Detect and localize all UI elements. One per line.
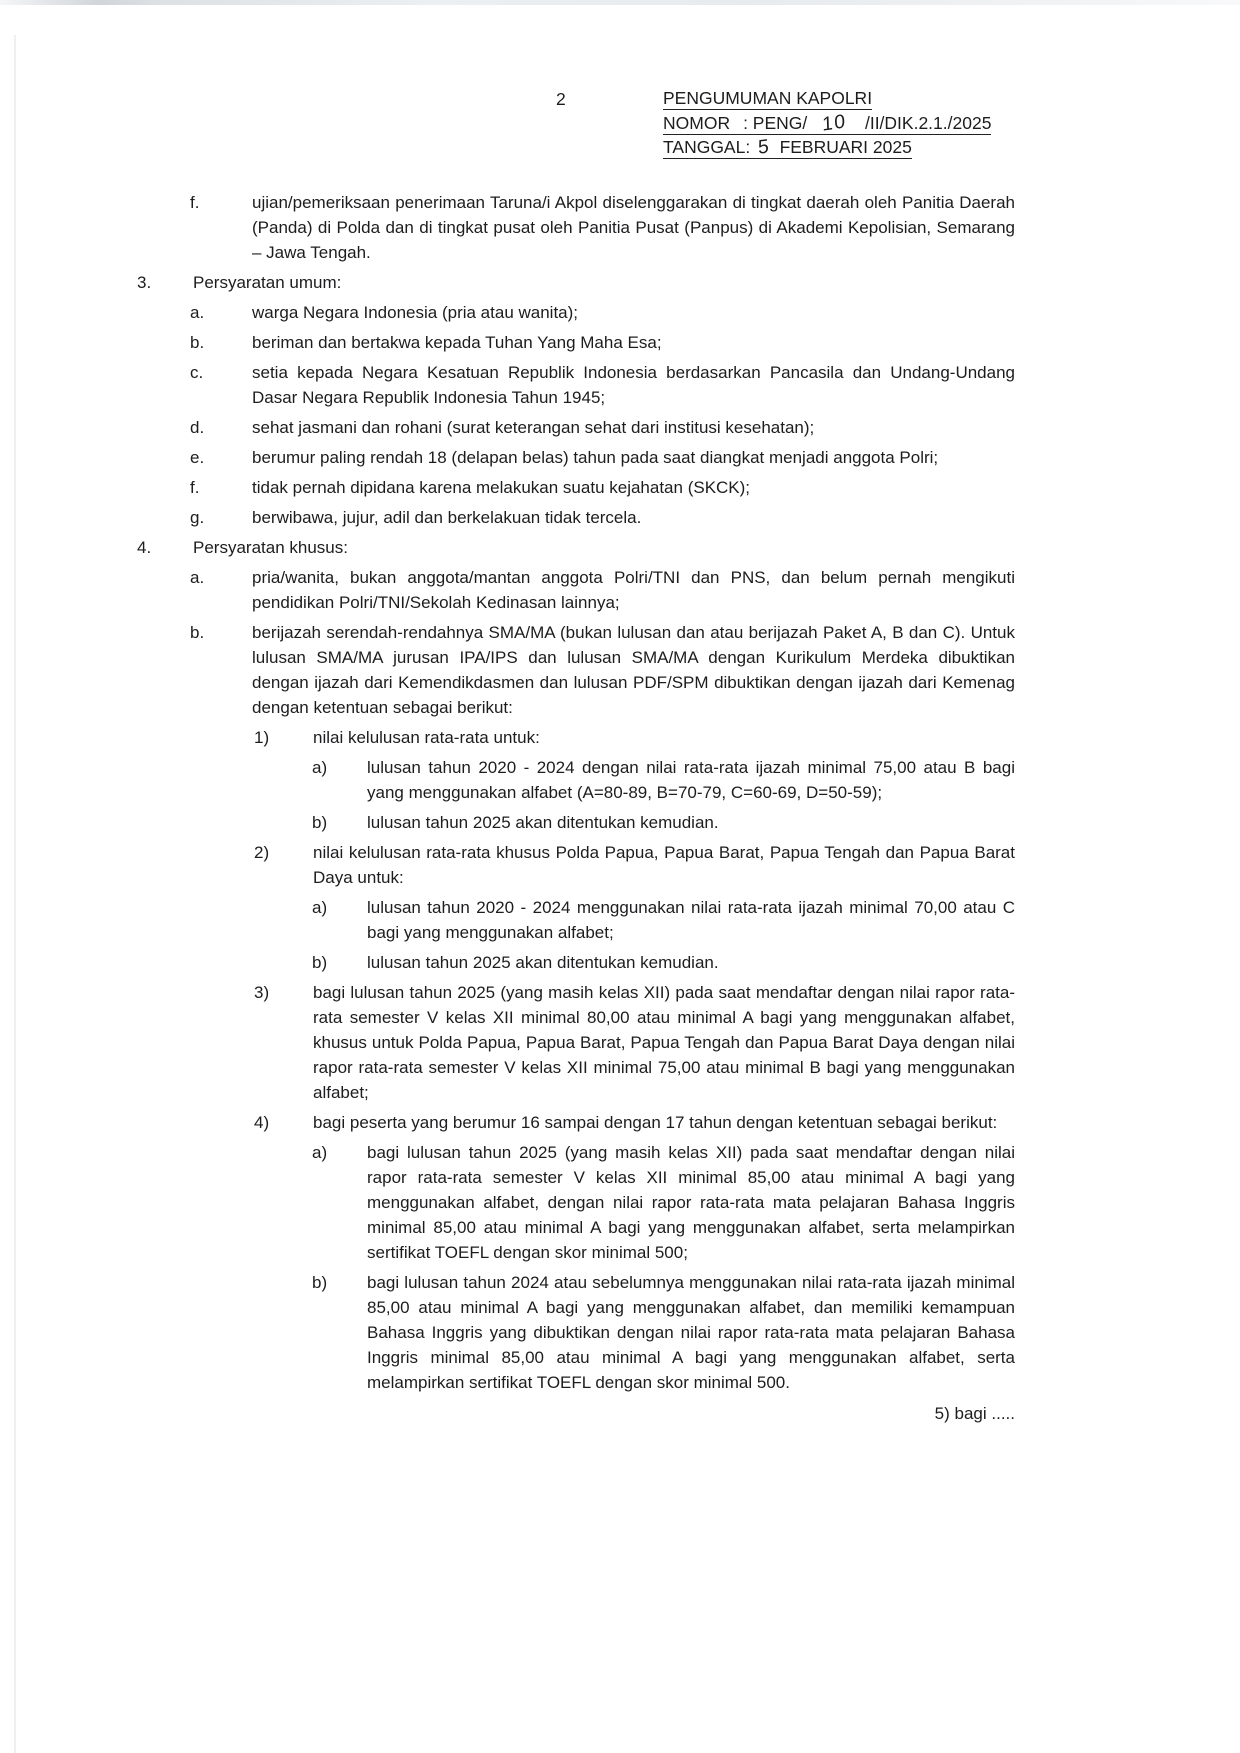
nomor-mid: : PENG/: [743, 112, 808, 133]
list-item: [137, 950, 1015, 975]
list-item: [137, 1110, 1015, 1135]
list-marker: d.: [190, 418, 205, 437]
list-item-text: Persyaratan khusus:: [193, 538, 348, 557]
list-item: [137, 620, 1015, 720]
tanggal-suffix: FEBRUARI 2025: [779, 137, 912, 158]
scan-edge-top: [0, 0, 1240, 5]
list-item-text: tidak pernah dipidana karena melakukan suatu kejahatan (SKCK);: [252, 478, 751, 497]
list-item-text: lulusan tahun 2020 - 2024 dengan nilai rata-rata ijazah minimal 75,00 atau B bagi yang menggunakan alfabet (A=80-89, B=70-79, C=60-69, D=50-59);: [367, 758, 1015, 802]
catchword: 5) bagi .....: [934, 1404, 1015, 1423]
list-item-text: nilai kelulusan rata-rata khusus Polda Papua, Papua Barat, Papua Tengah dan Papua Barat Daya untuk:: [313, 843, 1015, 887]
list-item-text: berijazah serendah-rendahnya SMA/MA (bukan lulusan dan atau berijazah Paket A, B dan C). Untuk lulusan SMA/MA jurusan IPA/IPS dan lulusan SMA/MA dengan Kurikulum Merdeka dibuktikan dengan ijazah dari Kemendikdasmen dan lulusan PDF/SPM dibuktikan dengan ijazah dari Kemenag dengan ketentuan sebagai berikut:: [252, 623, 1015, 717]
list-marker: b.: [190, 333, 205, 352]
document-body: [137, 190, 1015, 1426]
list-item: [137, 810, 1015, 835]
list-marker: 2): [254, 843, 270, 862]
list-item: [137, 415, 1015, 440]
list-item-text: beriman dan bertakwa kepada Tuhan Yang Maha Esa;: [252, 333, 662, 352]
list-item-text: pria/wanita, bukan anggota/mantan anggota Polri/TNI dan PNS, dan belum pernah mengikuti pendidikan Polri/TNI/Sekolah Kedinasan lainnya;: [252, 568, 1015, 612]
list-marker: f.: [190, 193, 200, 212]
list-item-text: sehat jasmani dan rohani (surat keterangan sehat dari institusi kesehatan);: [252, 418, 815, 437]
list-item: [137, 725, 1015, 750]
list-item-text: berumur paling rendah 18 (delapan belas) tahun pada saat diangkat menjadi anggota Polri;: [252, 448, 939, 467]
list-item-text: ujian/pemeriksaan penerimaan Taruna/i Akpol diselenggarakan di tingkat daerah oleh Panitia Daerah (Panda) di Polda dan di tingkat pusat oleh Panitia Pusat (Panpus) di Akademi Kepolisian, Semarang – Jawa Tengah.: [252, 193, 1015, 262]
list-item: [137, 535, 1015, 560]
header-title-line: [663, 88, 1033, 113]
list-item: [137, 190, 1015, 265]
nomor-handwritten-number: 10: [821, 109, 848, 136]
tanggal-label: TANGGAL:: [663, 137, 751, 158]
nomor-suffix: /II/DIK.2.1./2025: [864, 112, 992, 133]
header-tanggal-line: [663, 137, 1033, 162]
list-item-text: bagi lulusan tahun 2025 (yang masih kelas XII) pada saat mendaftar dengan nilai rapor rata-rata semester V kelas XII minimal 85,00 atau minimal A bagi yang menggunakan alfabet, dengan nilai rapor rata-rata mata pelajaran Bahasa Inggris minimal 85,00 atau minimal A bagi yang menggunakan alfabet, serta melampirkan sertifikat TOEFL dengan skor minimal 500;: [367, 1143, 1015, 1262]
list-marker: 3): [254, 983, 270, 1002]
list-marker: 4.: [137, 538, 152, 557]
list-marker: a.: [190, 303, 205, 322]
list-item: [137, 300, 1015, 325]
list-marker: g.: [190, 508, 205, 527]
list-item-text: lulusan tahun 2025 akan ditentukan kemudian.: [367, 953, 719, 972]
list-marker: a): [312, 898, 328, 917]
list-item-text: lulusan tahun 2025 akan ditentukan kemudian.: [367, 813, 719, 832]
list-marker: a.: [190, 568, 205, 587]
list-item: [137, 270, 1015, 295]
list-marker: b): [312, 813, 328, 832]
list-marker: e.: [190, 448, 205, 467]
list-item-text: warga Negara Indonesia (pria atau wanita);: [252, 303, 579, 322]
list-item: [137, 475, 1015, 500]
header-nomor: [663, 109, 992, 136]
list-marker: a): [312, 1143, 328, 1162]
list-item-text: bagi lulusan tahun 2024 atau sebelumnya menggunakan nilai rata-rata ijazah minimal 85,00 atau minimal A bagi yang menggunakan alfabet, dan memiliki kemampuan Bahasa Inggris yang dibuktikan dengan nilai rapor rata-rata mata pelajaran Bahasa Inggris minimal 85,00 atau minimal A bagi yang menggunakan alfabet, serta melampirkan sertifikat TOEFL dengan skor minimal 500.: [367, 1273, 1015, 1392]
page-number: 2: [556, 89, 566, 109]
list-item-text: Persyaratan umum:: [193, 273, 342, 292]
list-marker: b): [312, 953, 328, 972]
list-item: [137, 445, 1015, 470]
list-item: [137, 1140, 1015, 1265]
list-item-text: berwibawa, jujur, adil dan berkelakuan tidak tercela.: [252, 508, 642, 527]
list-item-text: nilai kelulusan rata-rata untuk:: [313, 728, 540, 747]
list-item-text: setia kepada Negara Kesatuan Republik Indonesia berdasarkan Pancasila dan Undang-Undang Dasar Negara Republik Indonesia Tahun 1945;: [252, 363, 1015, 407]
list-item: [137, 1270, 1015, 1395]
list-marker: c.: [190, 363, 204, 382]
list-marker: b.: [190, 623, 205, 642]
header-nomor-line: [663, 109, 1033, 138]
list-item: [137, 565, 1015, 615]
list-item-text: bagi peserta yang berumur 16 sampai dengan 17 tahun dengan ketentuan sebagai berikut:: [313, 1113, 998, 1132]
list-marker: 3.: [137, 273, 152, 292]
list-item: [137, 755, 1015, 805]
list-item: [137, 895, 1015, 945]
list-marker: f.: [190, 478, 200, 497]
scan-edge-left: [14, 35, 16, 1753]
list-item: [137, 330, 1015, 355]
document-header: [663, 88, 1033, 162]
list-item: [137, 360, 1015, 410]
tanggal-handwritten-number: 5: [757, 135, 771, 160]
list-item: [137, 980, 1015, 1105]
list-marker: a): [312, 758, 328, 777]
list-item: [137, 505, 1015, 530]
list-marker: b): [312, 1273, 328, 1292]
list-marker: 4): [254, 1113, 270, 1132]
header-title: PENGUMUMAN KAPOLRI: [663, 88, 873, 108]
list-item-text: bagi lulusan tahun 2025 (yang masih kelas XII) pada saat mendaftar dengan nilai rapor rata-rata semester V kelas XII minimal 80,00 atau minimal A bagi yang menggunakan alfabet, khusus untuk Polda Papua, Papua Barat, Papua Tengah dan Papua Barat Daya dengan nilai rapor rata-rata semester V kelas XII minimal 75,00 atau minimal B bagi yang menggunakan alfabet;: [313, 983, 1015, 1102]
header-tanggal: [663, 135, 912, 160]
nomor-label: NOMOR: [663, 112, 731, 133]
list-item: [137, 840, 1015, 890]
list-item-text: lulusan tahun 2020 - 2024 menggunakan nilai rata-rata ijazah minimal 70,00 atau C bagi yang menggunakan alfabet;: [367, 898, 1015, 942]
list-marker: 1): [254, 728, 270, 747]
